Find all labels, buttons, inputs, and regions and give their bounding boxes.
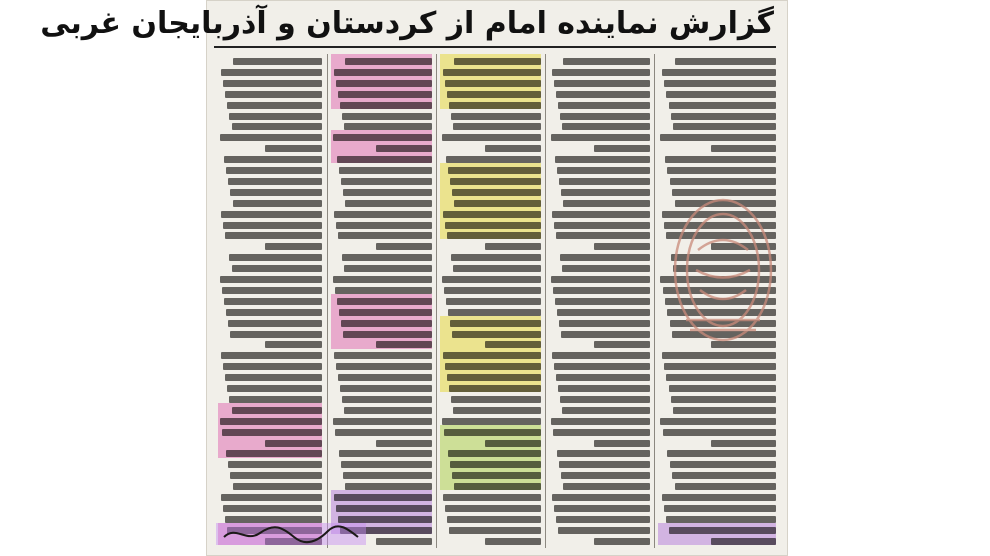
illegible-text-line	[552, 352, 650, 359]
illegible-text-line	[552, 494, 650, 501]
illegible-text-line	[226, 309, 322, 316]
column-divider	[654, 54, 655, 548]
illegible-text-line	[556, 232, 650, 239]
illegible-text-line	[226, 167, 322, 174]
illegible-text-line	[669, 102, 776, 109]
illegible-text-line	[667, 167, 776, 174]
illegible-text-line	[224, 156, 322, 163]
illegible-text-line	[339, 450, 432, 457]
illegible-text-line	[594, 145, 650, 152]
illegible-text-line	[559, 320, 650, 327]
highlight-pink	[331, 130, 432, 163]
illegible-text-line	[342, 254, 432, 261]
illegible-text-line	[223, 363, 322, 370]
highlight-yellow	[440, 54, 541, 109]
illegible-text-line	[557, 167, 650, 174]
illegible-text-line	[265, 145, 322, 152]
illegible-text-line	[225, 232, 322, 239]
illegible-text-line	[675, 58, 776, 65]
illegible-text-line	[233, 58, 322, 65]
illegible-text-line	[667, 450, 776, 457]
illegible-text-line	[233, 200, 322, 207]
illegible-text-line	[675, 483, 776, 490]
illegible-text-line	[443, 494, 541, 501]
illegible-text-line	[594, 538, 650, 545]
illegible-text-line	[451, 254, 541, 261]
illegible-text-line	[553, 287, 650, 294]
illegible-text-line	[553, 429, 650, 436]
illegible-text-line	[453, 123, 541, 130]
illegible-text-line	[225, 374, 322, 381]
illegible-text-line	[563, 200, 650, 207]
illegible-text-line	[341, 461, 432, 468]
illegible-text-line	[451, 113, 541, 120]
article-column-4	[549, 54, 650, 548]
illegible-text-line	[376, 440, 432, 447]
illegible-text-line	[230, 472, 322, 479]
highlight-green	[440, 425, 541, 490]
illegible-text-line	[711, 145, 776, 152]
illegible-text-line	[449, 527, 541, 534]
illegible-text-line	[345, 483, 432, 490]
illegible-text-line	[662, 69, 776, 76]
illegible-text-line	[451, 396, 541, 403]
illegible-text-line	[561, 472, 650, 479]
illegible-text-line	[664, 363, 776, 370]
illegible-text-line	[221, 211, 322, 218]
illegible-text-line	[662, 352, 776, 359]
illegible-text-line	[335, 429, 432, 436]
highlight-pink	[331, 294, 432, 349]
illegible-text-line	[662, 494, 776, 501]
illegible-text-line	[554, 80, 650, 87]
illegible-text-line	[554, 505, 650, 512]
illegible-text-line	[557, 309, 650, 316]
highlight-pink	[331, 54, 432, 109]
illegible-text-line	[220, 134, 322, 141]
illegible-text-line	[594, 243, 650, 250]
illegible-text-line	[341, 178, 432, 185]
illegible-text-line	[555, 298, 650, 305]
illegible-text-line	[556, 516, 650, 523]
headline-rule	[214, 46, 776, 48]
illegible-text-line	[224, 298, 322, 305]
illegible-text-line	[594, 341, 650, 348]
illegible-text-line	[336, 222, 432, 229]
illegible-text-line	[221, 69, 322, 76]
illegible-text-line	[335, 287, 432, 294]
illegible-text-line	[670, 461, 776, 468]
illegible-text-line	[446, 298, 541, 305]
illegible-text-line	[660, 134, 776, 141]
illegible-text-line	[232, 265, 322, 272]
highlight-pink	[218, 403, 322, 458]
illegible-text-line	[664, 505, 776, 512]
illegible-text-line	[560, 396, 650, 403]
illegible-text-line	[223, 222, 322, 229]
headline: گزارش نماینده امام از کردستان و آذربایجان غربی	[40, 6, 774, 41]
article-column-1	[218, 54, 322, 548]
illegible-text-line	[671, 113, 776, 120]
illegible-text-line	[552, 69, 650, 76]
illegible-text-line	[672, 472, 776, 479]
illegible-text-line	[444, 287, 541, 294]
illegible-text-line	[453, 265, 541, 272]
illegible-text-line	[560, 254, 650, 261]
illegible-text-line	[222, 287, 322, 294]
illegible-text-line	[445, 505, 541, 512]
illegible-text-line	[342, 396, 432, 403]
illegible-text-line	[563, 58, 650, 65]
illegible-text-line	[376, 243, 432, 250]
illegible-text-line	[485, 145, 541, 152]
illegible-text-line	[559, 461, 650, 468]
illegible-text-line	[670, 178, 776, 185]
illegible-text-line	[666, 516, 776, 523]
illegible-text-line	[711, 440, 776, 447]
illegible-text-line	[227, 102, 322, 109]
illegible-text-line	[265, 243, 322, 250]
illegible-text-line	[345, 200, 432, 207]
illegible-text-line	[228, 320, 322, 327]
illegible-text-line	[673, 123, 776, 130]
illegible-text-line	[227, 385, 322, 392]
illegible-text-line	[342, 113, 432, 120]
highlight-yellow	[440, 163, 541, 239]
illegible-text-line	[660, 418, 776, 425]
illegible-text-line	[551, 134, 650, 141]
column-divider	[436, 54, 437, 548]
illegible-text-line	[225, 91, 322, 98]
illegible-text-line	[221, 352, 322, 359]
highlight-yellow	[440, 316, 541, 392]
illegible-text-line	[229, 113, 322, 120]
illegible-text-line	[561, 189, 650, 196]
illegible-text-line	[229, 396, 322, 403]
illegible-text-line	[558, 385, 650, 392]
illegible-text-line	[343, 472, 432, 479]
illegible-text-line	[340, 385, 432, 392]
illegible-text-line	[556, 374, 650, 381]
illegible-text-line	[560, 113, 650, 120]
illegible-text-line	[673, 407, 776, 414]
illegible-text-line	[232, 123, 322, 130]
illegible-text-line	[555, 156, 650, 163]
illegible-text-line	[230, 189, 322, 196]
illegible-text-line	[339, 167, 432, 174]
illegible-text-line	[485, 538, 541, 545]
illegible-text-line	[669, 385, 776, 392]
illegible-text-line	[558, 527, 650, 534]
illegible-text-line	[446, 156, 541, 163]
illegible-text-line	[559, 178, 650, 185]
illegible-text-line	[663, 429, 776, 436]
illegible-text-line	[554, 222, 650, 229]
illegible-text-line	[334, 352, 432, 359]
illegible-text-line	[442, 134, 541, 141]
illegible-text-line	[223, 80, 322, 87]
illegible-text-line	[343, 189, 432, 196]
illegible-text-line	[666, 374, 776, 381]
illegible-text-line	[228, 461, 322, 468]
column-divider	[327, 54, 328, 548]
illegible-text-line	[562, 123, 650, 130]
illegible-text-line	[344, 265, 432, 272]
illegible-text-line	[556, 91, 650, 98]
illegible-text-line	[334, 211, 432, 218]
illegible-text-line	[338, 374, 432, 381]
illegible-text-line	[554, 363, 650, 370]
illegible-text-line	[665, 156, 776, 163]
illegible-text-line	[453, 407, 541, 414]
illegible-text-line	[666, 91, 776, 98]
handwritten-signature-icon	[216, 519, 366, 547]
illegible-text-line	[671, 396, 776, 403]
illegible-text-line	[664, 80, 776, 87]
illegible-text-line	[558, 102, 650, 109]
article-column-2	[331, 54, 432, 548]
illegible-text-line	[221, 494, 322, 501]
illegible-text-line	[265, 341, 322, 348]
illegible-text-line	[229, 254, 322, 261]
illegible-text-line	[336, 363, 432, 370]
illegible-text-line	[338, 232, 432, 239]
illegible-text-line	[442, 276, 541, 283]
illegible-text-line	[442, 418, 541, 425]
circular-seal-stamp-icon	[668, 190, 778, 350]
illegible-text-line	[485, 243, 541, 250]
illegible-text-line	[233, 483, 322, 490]
illegible-text-line	[552, 211, 650, 218]
column-divider	[545, 54, 546, 548]
illegible-text-line	[344, 407, 432, 414]
illegible-text-line	[562, 265, 650, 272]
illegible-text-line	[448, 309, 541, 316]
illegible-text-line	[344, 123, 432, 130]
illegible-text-line	[562, 407, 650, 414]
illegible-text-line	[333, 418, 432, 425]
illegible-text-line	[333, 276, 432, 283]
illegible-text-line	[230, 331, 322, 338]
illegible-text-line	[561, 331, 650, 338]
illegible-text-line	[557, 450, 650, 457]
illegible-text-line	[228, 178, 322, 185]
article-column-3	[440, 54, 541, 548]
highlight-purple	[658, 523, 776, 545]
illegible-text-line	[551, 276, 650, 283]
illegible-text-line	[447, 516, 541, 523]
illegible-text-line	[220, 276, 322, 283]
illegible-text-line	[223, 505, 322, 512]
illegible-text-line	[551, 418, 650, 425]
illegible-text-line	[594, 440, 650, 447]
illegible-text-line	[376, 538, 432, 545]
illegible-text-line	[563, 483, 650, 490]
